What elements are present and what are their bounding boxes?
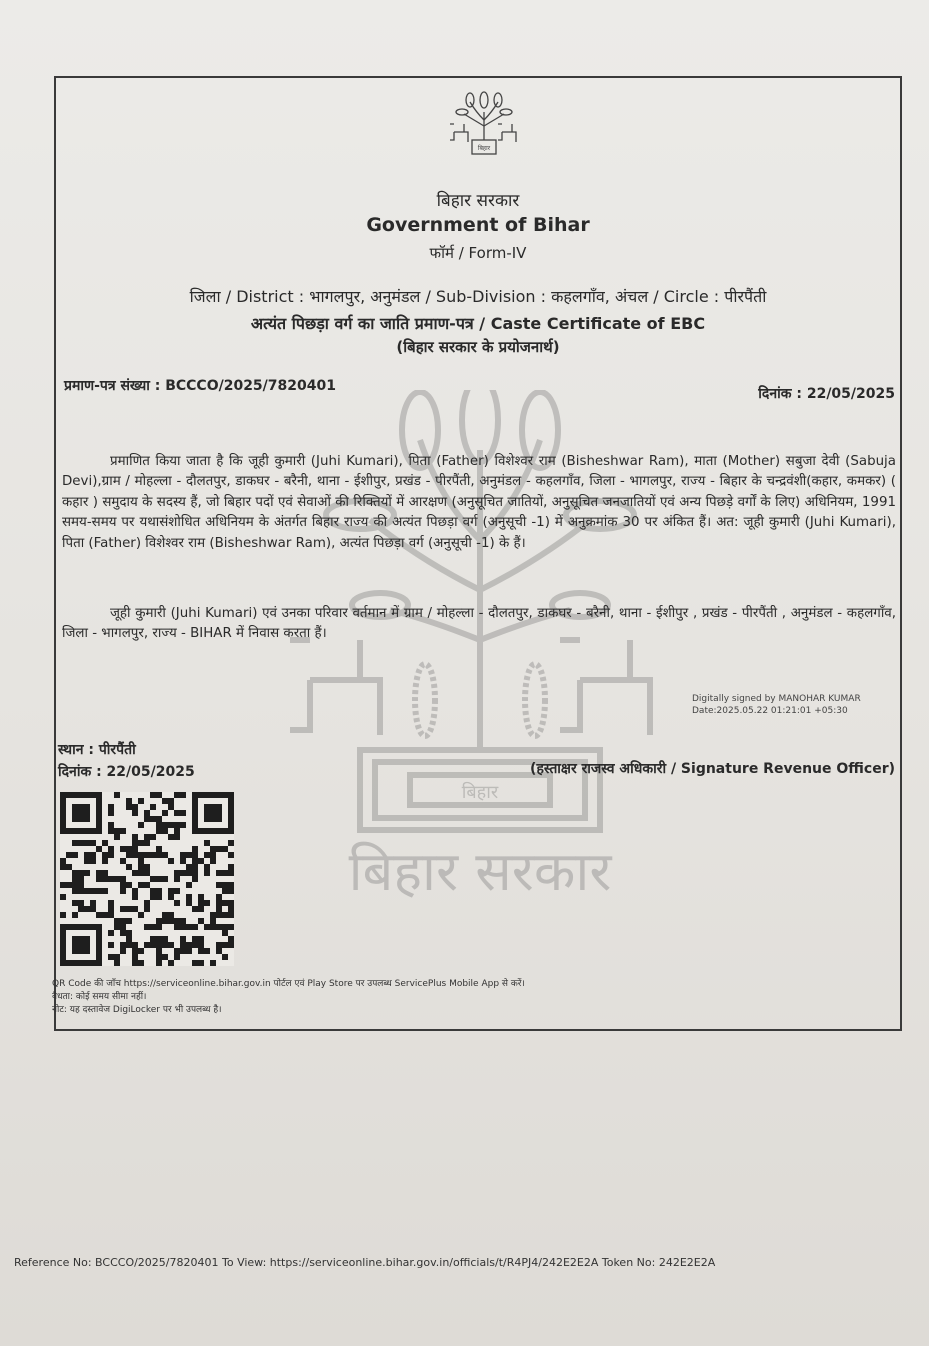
gov-title-english: Government of Bihar bbox=[366, 214, 590, 236]
qr-note-block bbox=[52, 978, 525, 1017]
svg-text:बिहार: बिहार bbox=[461, 782, 499, 803]
certificate-number: प्रमाण-पत्र संख्या : BCCCO/2025/7820401 bbox=[64, 378, 336, 394]
digilocker-note: नोट: यह दस्तावेज DigiLocker पर भी उपलब्ध है। bbox=[52, 1005, 222, 1015]
qr-code-icon[interactable] bbox=[60, 792, 234, 966]
gov-title-hindi: बिहार सरकार bbox=[436, 191, 520, 211]
certificate-body-paragraph: प्रमाणित किया जाता है कि जूही कुमारी (Juhi Kumari), पिता (Father) विशेश्वर राम (Bisheshwar Ram), माता (Mother) सबुजा देवी (Sabuja Devi),ग्राम / मोहल्ला - दौलतपुर, डाकघर - बरैनी, थाना - ईशीपुर, प्रखंड - पीरपैंती, अनुमंडल - कहलगाँव, जिला - भागलपुर, राज्य - बिहार के चन्द्रवंशी(कहार, कमकर) ( कहार ) समुदाय के सदस्य हैं, जो बिहार पदों एवं सेवाओं की रिक्तियों में आरक्षण (अनुसूचित जातियों, अनुसूचित जनजातियों एवं अन्य पिछड़े वर्गों के लिए) अधिनियम, 1991 समय-समय पर यथासंशोधित अधिनियम के अंतर्गत बिहार राज्य की अत्यंत पिछड़ा वर्ग (अनुसूची -1) में अनुक्रमांक 30 पर अंकित हैं। अत: जूही कुमारी (Juhi Kumari), पिता (Father) विशेश्वर राम (Bisheshwar Ram), अत्यंत पिछड़ा वर्ग (अनुसूची -1) के हैं। bbox=[62, 454, 896, 551]
sign-date: दिनांक : 22/05/2025 bbox=[58, 764, 195, 780]
residence-paragraph: जूही कुमारी (Juhi Kumari) एवं उनका परिवार वर्तमान में ग्राम / मोहल्ला - दौलतपुर, डाकघर - बरैनी, थाना - ईशीपुर , प्रखंड - पीरपैंती , अनुमंडल - कहलगाँव, जिला - भागलपुर, राज्य - BIHAR में निवास करता हैं। bbox=[62, 606, 896, 642]
certificate-title: अत्यंत पिछड़ा वर्ग का जाति प्रमाण-पत्र / Caste Certificate of EBC bbox=[250, 314, 706, 333]
issue-date: दिनांक : 22/05/2025 bbox=[758, 386, 895, 402]
reference-footer: Reference No: BCCCO/2025/7820401 To View: https://serviceonline.bihar.gov.in/officials/t/R4PJ4/242E2E2A Token No: 242E2E2A bbox=[14, 1256, 716, 1269]
purpose-line: (बिहार सरकार के प्रयोजनार्थ) bbox=[396, 338, 560, 356]
place-label: स्थान : पीरपैंती bbox=[58, 742, 136, 758]
form-number: फॉर्म / Form-IV bbox=[429, 244, 527, 262]
svg-text:बिहार: बिहार bbox=[477, 145, 491, 152]
svg-text:बिहार सरकार: बिहार सरकार bbox=[348, 840, 612, 903]
qr-verify-note: QR Code की जाँच https://serviceonline.bihar.gov.in पोर्टल एवं Play Store पर उपलब्ध ServicePlus Mobile App से करें। bbox=[52, 979, 525, 989]
location-line: जिला / District : भागलपुर, अनुमंडल / Sub-Division : कहलगाँव, अंचल / Circle : पीरपैंती bbox=[189, 287, 767, 306]
bihar-emblem-icon bbox=[446, 88, 522, 164]
digital-sign-date: Date:2025.05.22 01:21:01 +05:30 bbox=[692, 706, 848, 716]
signature-officer: (हस्ताक्षर राजस्व अधिकारी / Signature Revenue Officer) bbox=[530, 761, 895, 777]
digital-signer: Digitally signed by MANOHAR KUMAR bbox=[692, 694, 861, 704]
digital-signature-block bbox=[692, 693, 861, 717]
validity-note: वैधता: कोई समय सीमा नहीं। bbox=[52, 992, 147, 1002]
